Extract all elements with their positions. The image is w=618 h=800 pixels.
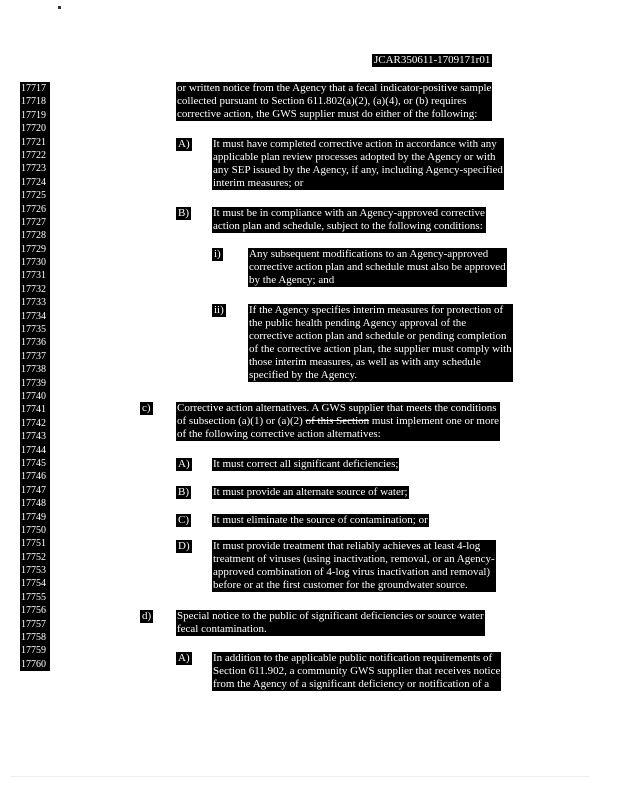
line-number: 17728 (20, 229, 50, 242)
item-label: A) (178, 458, 190, 470)
item-label: B) (178, 207, 189, 219)
line-number: 17740 (20, 390, 50, 403)
line-number: 17734 (20, 310, 50, 323)
line-number: 17723 (20, 162, 50, 175)
text-line: corrective action, the GWS supplier must do either of the following: (176, 108, 492, 121)
line-number: 17750 (20, 524, 50, 537)
line-number: 17719 (20, 109, 50, 122)
line-number: 17753 (20, 564, 50, 577)
line-number: 17726 (20, 203, 50, 216)
text-line: If the Agency specifies interim measures for protection of (248, 304, 513, 317)
text-line: It must have completed corrective action in accordance with any (212, 138, 504, 151)
line-number: 17752 (20, 551, 50, 564)
alternative-b-text (212, 486, 409, 499)
text-line: It must provide an alternate source of water; (213, 486, 408, 498)
line-number: 17756 (20, 604, 50, 617)
line-number: 17759 (20, 644, 50, 657)
alternative-d-text (212, 540, 496, 592)
line-number: 17737 (20, 350, 50, 363)
text-line: It must provide treatment that reliably achieves at least 4-log (212, 540, 496, 553)
item-label: ii) (214, 304, 224, 316)
item-label: A) (178, 652, 190, 664)
line-number: 17743 (20, 430, 50, 443)
text-line: Special notice to the public of significant deficiencies or source water (177, 610, 484, 622)
line-number: 17725 (20, 189, 50, 202)
item-label: A) (178, 138, 190, 150)
line-number: 17748 (20, 497, 50, 510)
text-line: It must be in compliance with an Agency-approved corrective (213, 207, 485, 219)
text-line: treatment of viruses (using inactivation, removal, or an Agency- (213, 553, 495, 565)
item-label: B) (178, 486, 189, 498)
text-line: collected pursuant to Section 611.802(a)(2), (a)(4), or (b) requires (176, 95, 492, 108)
text-line: before or at the first customer for the groundwater source. (212, 579, 496, 592)
line-number: 17721 (20, 136, 50, 149)
text-line: of the corrective action plan, the supplier must comply with (249, 343, 512, 355)
line-number: 17730 (20, 256, 50, 269)
text-line: corrective action plan and schedule or pending completion (248, 330, 513, 343)
line-number: 17758 (20, 631, 50, 644)
intro-paragraph (176, 82, 492, 121)
item-i-text (248, 248, 507, 287)
text-line: Any subsequent modifications to an Agency-approved (248, 248, 507, 261)
line-number: 17745 (20, 457, 50, 470)
item-b-text (212, 207, 486, 233)
struck-text: of this Section (305, 415, 370, 427)
item-d-text (176, 610, 485, 636)
line-number: 17754 (20, 577, 50, 590)
line-number: 17757 (20, 618, 50, 631)
line-number: 17717 (20, 82, 50, 95)
line-number: 17729 (20, 243, 50, 256)
document-id: JCAR350611-1709171r01 (374, 54, 491, 66)
item-label: C) (178, 514, 189, 526)
text-line: applicable plan review processes adopted by the Agency or with (212, 151, 504, 164)
line-number: 17722 (20, 149, 50, 162)
line-number: 17736 (20, 336, 50, 349)
text-line: Section 611.902, a community GWS supplier that receives notice (213, 665, 501, 677)
text-run: must implement one or more (369, 415, 499, 427)
text-line: Corrective action alternatives. A GWS supplier that meets the conditions (176, 402, 500, 415)
text-line: It must correct all significant deficiencies; (213, 458, 399, 470)
alternative-a-text (212, 458, 399, 471)
text-line: corrective action plan and schedule must also be approved (249, 261, 506, 273)
line-number: 17760 (20, 658, 50, 671)
line-number: 17731 (20, 269, 50, 282)
text-line: fecal contamination. (176, 623, 485, 636)
line-number: 17733 (20, 296, 50, 309)
text-line: from the Agency of a significant deficiency or notification of a (212, 678, 501, 691)
item-c-text (176, 402, 500, 441)
alternative-c-text (212, 514, 429, 527)
item-label: c) (142, 402, 151, 414)
line-number: 17727 (20, 216, 50, 229)
scan-artifact-mark (58, 6, 61, 9)
text-line: the public health pending Agency approval of the (248, 317, 513, 330)
text-line: It must eliminate the source of contamination; or (213, 514, 428, 526)
text-run: of subsection (a)(1) or (a)(2) (177, 415, 306, 427)
line-number: 17755 (20, 591, 50, 604)
text-line: In addition to the applicable public notification requirements of (212, 652, 501, 665)
text-line: of the following corrective action alternatives: (176, 428, 500, 441)
line-number: 17744 (20, 444, 50, 457)
line-number: 17720 (20, 122, 50, 135)
item-label: d) (142, 610, 152, 622)
text-line: specified by the Agency. (248, 369, 513, 382)
line-number: 17741 (20, 403, 50, 416)
line-number: 17732 (20, 283, 50, 296)
text-line: by the Agency; and (248, 274, 507, 287)
text-line: action plan and schedule, subject to the following conditions: (212, 220, 486, 233)
line-number: 17738 (20, 363, 50, 376)
text-line: interim measures; or (212, 177, 504, 190)
text-line: those interim measures, as well as with any schedule (248, 356, 513, 369)
line-number-column (20, 82, 50, 671)
text-line: or written notice from the Agency that a fecal indicator-positive sample (177, 82, 492, 94)
item-label: i) (214, 248, 221, 260)
line-number: 17742 (20, 417, 50, 430)
text-line (176, 415, 500, 428)
line-number: 17735 (20, 323, 50, 336)
line-number: 17749 (20, 511, 50, 524)
line-number: 17718 (20, 95, 50, 108)
text-line: approved combination of 4-log virus inactivation and removal) (212, 566, 496, 579)
line-number: 17724 (20, 176, 50, 189)
item-ii-text (248, 304, 513, 382)
page-bottom-rule (10, 776, 590, 777)
line-number: 17747 (20, 484, 50, 497)
item-a-text (212, 138, 504, 190)
line-number: 17751 (20, 537, 50, 550)
line-number: 17739 (20, 377, 50, 390)
item-label: D) (178, 540, 190, 552)
text-line: any SEP issued by the Agency, if any, including Agency-specified (213, 164, 503, 176)
item-d-a-text (212, 652, 501, 691)
line-number: 17746 (20, 470, 50, 483)
